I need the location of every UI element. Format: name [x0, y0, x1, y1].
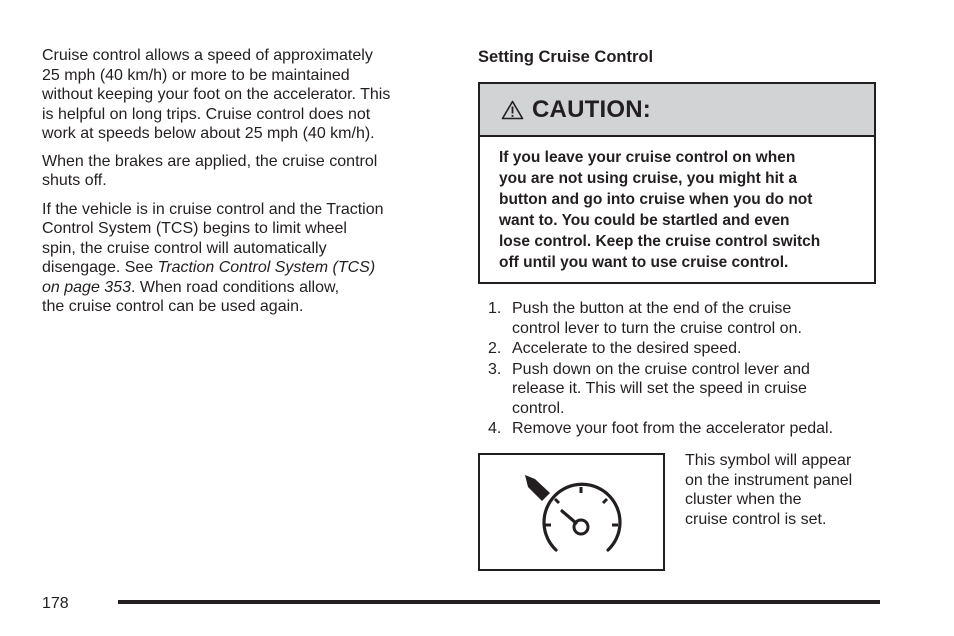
warning-triangle-icon [501, 100, 524, 120]
caution-text: If you leave your cruise control on when you are not using cruise, you might hit a button and go into cruise when you do not want to. You could be startled and even lose control. Keep the cruise control switch off until you want to use cruise control. [499, 149, 821, 271]
symbol-caption: This symbol will appear on the instrument panel cluster when the cruise control is set. [685, 452, 853, 528]
page-number: 178 [42, 595, 69, 612]
list-item: 1. Push the button at the end of the cruise control lever to turn the cruise control on. [488, 300, 802, 337]
tcs-paragraph: If the vehicle is in cruise control and the Traction Control System (TCS) begins to limit wheel spin, the cruise control will automatically disengage. See Traction Control System (TCS) on page 353. When road conditions allow, the cruise control can be used again. [42, 200, 384, 315]
list-item: 3. Push down on the cruise control lever and release it. This will set the speed in cruise control. [488, 360, 810, 417]
footer-rule [118, 600, 880, 604]
brakes-paragraph: When the brakes are applied, the cruise control shuts off. [42, 152, 378, 189]
caution-title: CAUTION: [532, 95, 651, 123]
cruise-control-speedometer-icon [480, 455, 663, 569]
cruise-intro-paragraph: Cruise control allows a speed of approximately 25 mph (40 km/h) or more to be maintained without keeping your foot on the accelerator. This is helpful on long trips. Cruise control does not work at speeds below about 25 mph (40 km/h). [42, 47, 391, 142]
tcs-page-number-reference[interactable]: on page 353 [42, 278, 131, 296]
caution-header [480, 84, 874, 137]
section-heading: Setting Cruise Control [478, 48, 654, 66]
tcs-page-reference[interactable]: Traction Control System (TCS) [157, 259, 376, 276]
list-item: 4. Remove your foot from the accelerator pedal. [488, 420, 834, 437]
caution-box [478, 82, 876, 284]
list-item: 2. Accelerate to the desired speed. [488, 340, 742, 357]
cruise-steps-list [488, 299, 888, 440]
left-column [42, 46, 442, 326]
cruise-symbol-box [478, 453, 665, 571]
